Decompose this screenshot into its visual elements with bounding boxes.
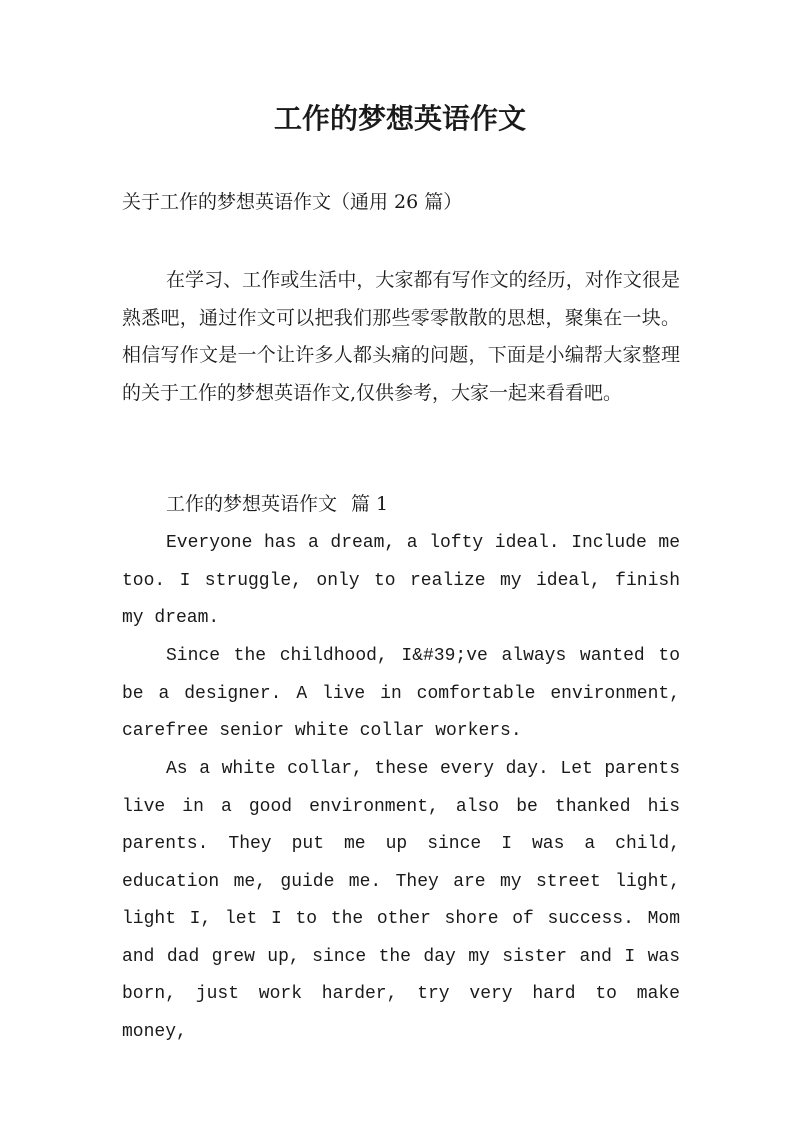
document-title: 工作的梦想英语作文 — [273, 102, 526, 135]
section-number: 篇 1 — [351, 493, 389, 515]
intro-paragraph: 在学习、工作或生活中，大家都有写作文的经历，对作文很是熟悉吧，通过作文可以把我们那些零零散散的思想，聚集在一块。相信写作文是一个让许多人都头痛的问题，下面是小编帮大家整理的关于工作的梦想英语作文,仅供参考，大家一起来看看吧。 — [122, 269, 680, 404]
essay-paragraph: Everyone has a dream, a lofty ideal. Include me too. I struggle, only to realize my ideal, finish my dream. — [122, 533, 680, 628]
essay-paragraph: Since the childhood, I&#39;ve always wanted to be a designer. A live in comfortable environment, carefree senior white collar workers. — [122, 646, 680, 741]
document-subtitle: 关于工作的梦想英语作文（通用 26 篇） — [122, 191, 463, 213]
essay-paragraph: As a white collar, these every day. Let parents live in a good environment, also be thanked his parents. They put me up since I was a child, education me, guide me. They are my street light, light I, let I to the other shore of success. Mom and dad grew up, since the day my sister and I was born, just work harder, try very hard to make money, — [122, 759, 680, 1042]
section-heading — [166, 488, 388, 520]
section-heading-label: 工作的梦想英语作文 — [166, 493, 338, 515]
